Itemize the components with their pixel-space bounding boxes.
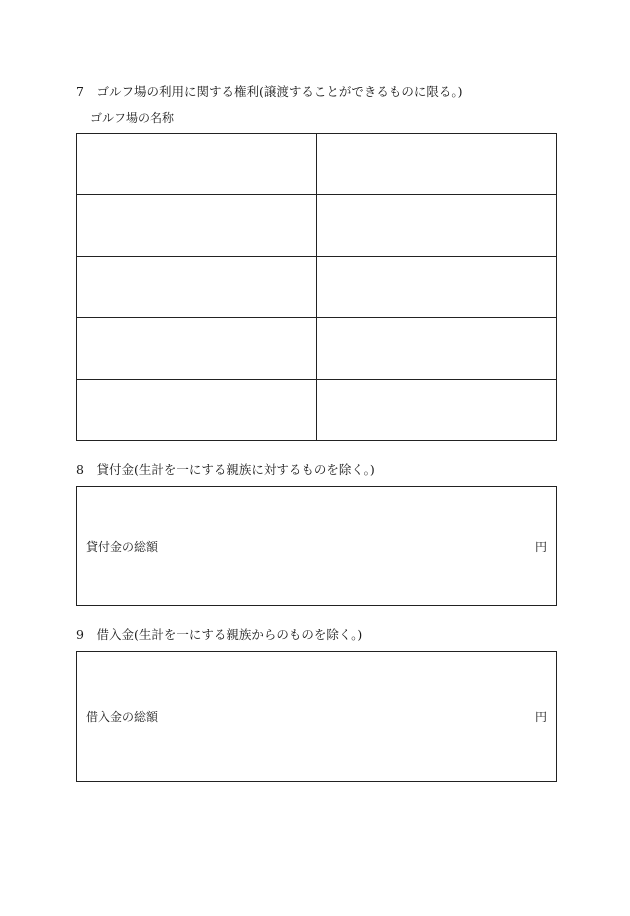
borrowings-unit: 円 [534,710,547,724]
golf-section-heading: 7 ゴルフ場の利用に関する権利(譲渡することができるものに限る。) [76,84,463,99]
golf-course-name-label: ゴルフ場の名称 [90,111,175,125]
loans-receivable-total-label: 貸付金の総額 [86,540,159,554]
table-row [77,379,557,440]
borrowings-total-label: 借入金の総額 [86,710,159,724]
table-cell[interactable] [317,134,557,195]
table-row [77,195,557,256]
borrowings-heading: 9 借入金(生計を一にする親族からのものを除く。) [76,627,363,642]
table-row [77,134,557,195]
golf-rights-table [76,133,557,441]
table-cell[interactable] [77,379,317,440]
table-cell[interactable] [317,379,557,440]
table-cell[interactable] [77,318,317,379]
table-cell[interactable] [317,195,557,256]
table-cell[interactable] [77,256,317,317]
borrowings-box[interactable] [76,651,557,782]
loans-receivable-box[interactable] [76,486,557,606]
table-cell[interactable] [317,318,557,379]
loans-receivable-heading: 8 貸付金(生計を一にする親族に対するものを除く。) [76,462,375,477]
table-row [77,318,557,379]
loans-receivable-unit: 円 [534,540,547,554]
table-cell[interactable] [77,134,317,195]
table-cell[interactable] [77,195,317,256]
table-cell[interactable] [317,256,557,317]
table-row [77,256,557,317]
